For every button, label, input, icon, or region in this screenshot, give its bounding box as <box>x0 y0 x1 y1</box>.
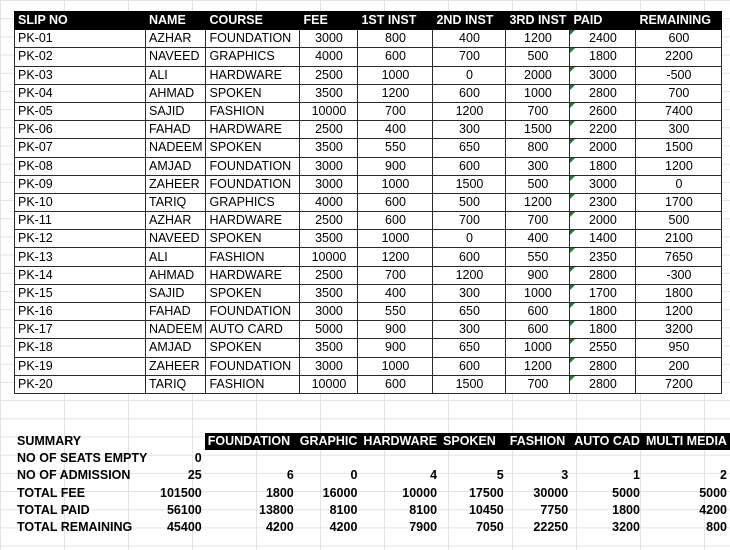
table-row <box>15 303 722 321</box>
cell-inst-3[interactable]: 600 <box>506 321 570 339</box>
cell-inst-1[interactable]: 700 <box>358 266 433 284</box>
summary-value[interactable]: 7050 <box>475 520 504 535</box>
cell-inst-2[interactable]: 300 <box>433 284 506 302</box>
cell-fee[interactable]: 4000 <box>300 193 358 211</box>
summary-value[interactable]: 6 <box>286 468 294 483</box>
cell-inst-1[interactable]: 800 <box>358 30 433 48</box>
cell-inst-2[interactable]: 700 <box>433 48 506 66</box>
summary-row-label[interactable]: NO OF SEATS EMPTY <box>17 451 148 466</box>
cell-paid[interactable]: 3000 <box>570 175 636 193</box>
cell-inst-1[interactable]: 600 <box>358 375 433 393</box>
summary-value[interactable]: 7750 <box>540 502 569 517</box>
cell-inst-3[interactable]: 700 <box>506 375 570 393</box>
table-row <box>15 139 722 157</box>
summary-value[interactable]: 4200 <box>265 520 294 535</box>
table-row <box>15 284 722 302</box>
cell-inst-2[interactable]: 500 <box>433 193 506 211</box>
cell-name[interactable]: AHMAD <box>146 266 206 284</box>
cell-fee[interactable]: 10000 <box>300 102 358 120</box>
column-header-inst-3[interactable]: 3RD INST <box>506 12 570 30</box>
cell-fee[interactable]: 3500 <box>300 339 358 357</box>
cell-slip-no[interactable]: PK-02 <box>15 48 146 66</box>
cell-inst-3[interactable]: 2000 <box>506 66 570 84</box>
summary-value[interactable] <box>440 450 507 467</box>
table-row <box>15 230 722 248</box>
cell-name[interactable]: SAJID <box>146 284 206 302</box>
summary-value[interactable]: 4200 <box>329 520 358 535</box>
cell-course[interactable]: SPOKEN <box>206 230 300 248</box>
cell-name[interactable]: ALI <box>146 66 206 84</box>
cell-fee[interactable]: 3500 <box>300 284 358 302</box>
cell-inst-1[interactable]: 700 <box>358 102 433 120</box>
cell-inst-1[interactable]: 1000 <box>358 66 433 84</box>
summary-row-label[interactable]: NO OF ADMISSION <box>17 468 131 483</box>
cell-slip-no[interactable]: PK-12 <box>15 230 146 248</box>
cell-remaining[interactable]: 1200 <box>636 303 722 321</box>
cell-fee[interactable]: 2500 <box>300 212 358 230</box>
cell-fee[interactable]: 4000 <box>300 48 358 66</box>
summary-value[interactable]: 4200 <box>699 502 727 517</box>
cell-course[interactable]: FASHION <box>206 248 300 266</box>
cell-name[interactable]: NADEEM <box>146 139 206 157</box>
summary-course-header[interactable]: GRAPHIC <box>297 433 361 450</box>
cell-paid[interactable]: 2800 <box>570 84 636 102</box>
cell-fee[interactable]: 2500 <box>300 66 358 84</box>
table-row <box>15 84 722 102</box>
summary-row-total[interactable]: 0 <box>194 451 202 466</box>
summary-row-total[interactable]: 45400 <box>166 520 202 535</box>
table-row <box>15 193 722 211</box>
summary-value[interactable]: 16000 <box>322 485 358 500</box>
cell-inst-2[interactable]: 1500 <box>433 375 506 393</box>
summary-value[interactable] <box>205 450 297 467</box>
summary-value[interactable]: 30000 <box>533 485 569 500</box>
summary-table <box>14 433 730 536</box>
summary-row <box>14 502 730 519</box>
cell-remaining[interactable]: -300 <box>636 266 722 284</box>
table-row <box>15 66 722 84</box>
column-header-name[interactable]: NAME <box>146 12 206 30</box>
cell-slip-no[interactable]: PK-11 <box>15 212 146 230</box>
cell-fee[interactable]: 3500 <box>300 139 358 157</box>
cell-inst-1[interactable]: 550 <box>358 139 433 157</box>
summary-row-total[interactable]: 101500 <box>160 485 202 500</box>
summary-value[interactable] <box>643 450 730 467</box>
summary-title: SUMMARY <box>17 434 82 449</box>
summary-row <box>14 519 730 536</box>
cell-inst-1[interactable]: 400 <box>358 121 433 139</box>
cell-slip-no[interactable]: PK-05 <box>15 102 146 120</box>
cell-fee[interactable]: 2500 <box>300 121 358 139</box>
summary-value[interactable]: 1800 <box>612 502 640 517</box>
cell-name[interactable]: FAHAD <box>146 121 206 139</box>
column-header-slip-no[interactable]: SLIP NO <box>15 12 146 30</box>
fee-table <box>14 11 722 394</box>
cell-inst-3[interactable]: 1000 <box>506 84 570 102</box>
cell-inst-3[interactable]: 400 <box>506 230 570 248</box>
cell-paid[interactable]: 2800 <box>570 266 636 284</box>
cell-remaining[interactable]: 2200 <box>636 48 722 66</box>
cell-inst-2[interactable]: 300 <box>433 121 506 139</box>
cell-remaining[interactable]: 3200 <box>636 321 722 339</box>
cell-course[interactable]: HARDWARE <box>206 121 300 139</box>
cell-fee[interactable]: 3000 <box>300 157 358 175</box>
cell-slip-no[interactable]: PK-19 <box>15 357 146 375</box>
cell-inst-3[interactable]: 1200 <box>506 193 570 211</box>
table-row <box>15 266 722 284</box>
cell-remaining[interactable]: 7200 <box>636 375 722 393</box>
cell-inst-1[interactable]: 600 <box>358 48 433 66</box>
cell-paid[interactable]: 2600 <box>570 102 636 120</box>
cell-course[interactable]: FOUNDATION <box>206 357 300 375</box>
summary-row-label[interactable]: TOTAL FEE <box>17 485 86 500</box>
cell-slip-no[interactable]: PK-15 <box>15 284 146 302</box>
cell-inst-3[interactable]: 800 <box>506 139 570 157</box>
cell-slip-no[interactable]: PK-14 <box>15 266 146 284</box>
cell-course[interactable]: HARDWARE <box>206 212 300 230</box>
cell-remaining[interactable]: 200 <box>636 357 722 375</box>
cell-fee[interactable]: 5000 <box>300 321 358 339</box>
cell-inst-2[interactable]: 1500 <box>433 175 506 193</box>
header-row <box>15 12 722 30</box>
summary-course-header[interactable]: HARDWARE <box>360 433 440 450</box>
cell-course[interactable]: FASHION <box>206 375 300 393</box>
cell-slip-no[interactable]: PK-07 <box>15 139 146 157</box>
summary-value[interactable]: 5000 <box>699 485 727 500</box>
cell-course[interactable]: SPOKEN <box>206 139 300 157</box>
table-row <box>15 248 722 266</box>
cell-paid[interactable]: 2350 <box>570 248 636 266</box>
cell-remaining[interactable]: 700 <box>636 84 722 102</box>
cell-name[interactable]: TARIQ <box>146 375 206 393</box>
cell-inst-3[interactable]: 500 <box>506 48 570 66</box>
cell-slip-no[interactable]: PK-13 <box>15 248 146 266</box>
cell-course[interactable]: SPOKEN <box>206 284 300 302</box>
table-row <box>15 321 722 339</box>
cell-name[interactable]: NAVEED <box>146 48 206 66</box>
cell-course[interactable]: FOUNDATION <box>206 30 300 48</box>
table-row <box>15 212 722 230</box>
table-row <box>15 175 722 193</box>
cell-remaining[interactable]: 1200 <box>636 157 722 175</box>
cell-name[interactable]: AMJAD <box>146 157 206 175</box>
cell-fee[interactable]: 3000 <box>300 175 358 193</box>
summary-row-total[interactable]: 56100 <box>166 502 202 517</box>
summary-value[interactable]: 8100 <box>329 502 358 517</box>
table-row <box>15 375 722 393</box>
cell-inst-3[interactable]: 300 <box>506 157 570 175</box>
cell-remaining[interactable]: 1800 <box>636 284 722 302</box>
cell-inst-2[interactable]: 0 <box>433 230 506 248</box>
cell-slip-no[interactable]: PK-09 <box>15 175 146 193</box>
summary-value[interactable] <box>507 450 571 467</box>
summary-row <box>14 450 730 467</box>
cell-remaining[interactable]: 500 <box>636 212 722 230</box>
summary-value[interactable]: 8100 <box>409 502 438 517</box>
cell-inst-2[interactable]: 600 <box>433 157 506 175</box>
cell-inst-2[interactable]: 1200 <box>433 266 506 284</box>
cell-paid[interactable]: 2800 <box>570 375 636 393</box>
cell-course[interactable]: AUTO CARD <box>206 321 300 339</box>
cell-course[interactable]: FOUNDATION <box>206 157 300 175</box>
cell-paid[interactable]: 1800 <box>570 303 636 321</box>
summary-course-header[interactable]: FOUNDATION <box>205 433 297 450</box>
table-row <box>15 357 722 375</box>
cell-paid[interactable]: 1400 <box>570 230 636 248</box>
cell-inst-1[interactable]: 900 <box>358 321 433 339</box>
summary-header-row <box>14 433 730 450</box>
summary-value[interactable]: 5 <box>496 468 504 483</box>
cell-inst-3[interactable]: 550 <box>506 248 570 266</box>
summary-row-label[interactable]: TOTAL REMAINING <box>17 520 133 535</box>
cell-paid[interactable]: 3000 <box>570 66 636 84</box>
cell-inst-3[interactable]: 500 <box>506 175 570 193</box>
cell-remaining[interactable]: 1700 <box>636 193 722 211</box>
cell-remaining[interactable]: 600 <box>636 30 722 48</box>
cell-remaining[interactable]: 2100 <box>636 230 722 248</box>
summary-row <box>14 485 730 502</box>
cell-slip-no[interactable]: PK-06 <box>15 121 146 139</box>
cell-remaining[interactable]: 7400 <box>636 102 722 120</box>
cell-name[interactable]: NAVEED <box>146 230 206 248</box>
table-row <box>15 157 722 175</box>
cell-remaining[interactable]: 950 <box>636 339 722 357</box>
summary-course-header[interactable]: AUTO CAD <box>571 433 643 450</box>
cell-fee[interactable]: 10000 <box>300 375 358 393</box>
summary-course-header[interactable]: MULTI MEDIA <box>643 433 730 450</box>
cell-course[interactable]: SPOKEN <box>206 339 300 357</box>
cell-name[interactable]: FAHAD <box>146 303 206 321</box>
cell-course[interactable]: GRAPHICS <box>206 193 300 211</box>
cell-name[interactable]: ZAHEER <box>146 175 206 193</box>
cell-name[interactable]: SAJID <box>146 102 206 120</box>
cell-slip-no[interactable]: PK-10 <box>15 193 146 211</box>
cell-name[interactable]: TARIQ <box>146 193 206 211</box>
cell-paid[interactable]: 1800 <box>570 321 636 339</box>
summary-row <box>14 467 730 484</box>
table-row <box>15 30 722 48</box>
cell-course[interactable]: SPOKEN <box>206 84 300 102</box>
cell-slip-no[interactable]: PK-04 <box>15 84 146 102</box>
table-row <box>15 121 722 139</box>
cell-slip-no[interactable]: PK-01 <box>15 30 146 48</box>
cell-fee[interactable]: 3000 <box>300 30 358 48</box>
cell-name[interactable]: AHMAD <box>146 84 206 102</box>
summary-value[interactable]: 1 <box>632 468 640 483</box>
cell-inst-2[interactable]: 650 <box>433 139 506 157</box>
cell-remaining[interactable]: 1500 <box>636 139 722 157</box>
column-header-course[interactable]: COURSE <box>206 12 300 30</box>
summary-value[interactable]: 3 <box>561 468 569 483</box>
cell-fee[interactable]: 3500 <box>300 84 358 102</box>
summary-value[interactable]: 17500 <box>468 485 504 500</box>
cell-inst-3[interactable]: 700 <box>506 212 570 230</box>
cell-name[interactable]: AMJAD <box>146 339 206 357</box>
cell-slip-no[interactable]: PK-17 <box>15 321 146 339</box>
cell-fee[interactable]: 2500 <box>300 266 358 284</box>
cell-inst-3[interactable]: 900 <box>506 266 570 284</box>
column-header-inst-1[interactable]: 1ST INST <box>358 12 433 30</box>
cell-inst-2[interactable]: 600 <box>433 84 506 102</box>
cell-inst-3[interactable]: 1000 <box>506 284 570 302</box>
cell-paid[interactable]: 2400 <box>570 30 636 48</box>
table-row <box>15 48 722 66</box>
cell-paid[interactable]: 2200 <box>570 121 636 139</box>
cell-slip-no[interactable]: PK-20 <box>15 375 146 393</box>
cell-inst-3[interactable]: 1200 <box>506 30 570 48</box>
column-header-remaining[interactable]: REMAINING <box>636 12 722 30</box>
cell-course[interactable]: HARDWARE <box>206 266 300 284</box>
cell-inst-3[interactable]: 1000 <box>506 339 570 357</box>
cell-name[interactable]: NADEEM <box>146 321 206 339</box>
table-row <box>15 339 722 357</box>
summary-value[interactable]: 2 <box>720 468 727 483</box>
cell-course[interactable]: FOUNDATION <box>206 175 300 193</box>
cell-paid[interactable]: 1800 <box>570 48 636 66</box>
cell-inst-1[interactable]: 1000 <box>358 357 433 375</box>
cell-paid[interactable]: 1700 <box>570 284 636 302</box>
cell-inst-1[interactable]: 900 <box>358 339 433 357</box>
cell-fee[interactable]: 3000 <box>300 357 358 375</box>
cell-paid[interactable]: 2300 <box>570 193 636 211</box>
cell-inst-1[interactable]: 600 <box>358 212 433 230</box>
cell-remaining[interactable]: 300 <box>636 121 722 139</box>
summary-blank <box>150 433 204 450</box>
cell-inst-1[interactable]: 1000 <box>358 175 433 193</box>
summary-value[interactable]: 10450 <box>468 502 504 517</box>
summary-value[interactable]: 3200 <box>612 520 640 535</box>
summary-course-header[interactable]: SPOKEN <box>440 433 507 450</box>
cell-inst-3[interactable]: 1500 <box>506 121 570 139</box>
summary-value[interactable]: 800 <box>706 520 727 535</box>
cell-remaining[interactable]: 7650 <box>636 248 722 266</box>
cell-inst-2[interactable]: 600 <box>433 248 506 266</box>
cell-fee[interactable]: 3500 <box>300 230 358 248</box>
cell-name[interactable]: ZAHEER <box>146 357 206 375</box>
cell-inst-1[interactable]: 600 <box>358 193 433 211</box>
column-header-paid[interactable]: PAID <box>570 12 636 30</box>
summary-course-header[interactable]: FASHION <box>507 433 571 450</box>
column-header-inst-2[interactable]: 2ND INST <box>433 12 506 30</box>
cell-inst-3[interactable]: 700 <box>506 102 570 120</box>
cell-course[interactable]: HARDWARE <box>206 66 300 84</box>
cell-remaining[interactable]: -500 <box>636 66 722 84</box>
cell-inst-2[interactable]: 400 <box>433 30 506 48</box>
cell-name[interactable]: AZHAR <box>146 212 206 230</box>
cell-inst-1[interactable]: 1200 <box>358 248 433 266</box>
summary-value[interactable]: 22250 <box>533 520 569 535</box>
summary-value[interactable]: 13800 <box>259 502 294 517</box>
cell-fee[interactable]: 10000 <box>300 248 358 266</box>
summary-value[interactable] <box>297 450 361 467</box>
cell-inst-2[interactable]: 700 <box>433 212 506 230</box>
cell-slip-no[interactable]: PK-16 <box>15 303 146 321</box>
cell-inst-2[interactable]: 1200 <box>433 102 506 120</box>
cell-fee[interactable]: 3000 <box>300 303 358 321</box>
summary-value[interactable]: 10000 <box>402 485 438 500</box>
column-header-fee[interactable]: FEE <box>300 12 358 30</box>
cell-inst-2[interactable]: 0 <box>433 66 506 84</box>
cell-paid[interactable]: 1800 <box>570 157 636 175</box>
cell-inst-1[interactable]: 1000 <box>358 230 433 248</box>
cell-slip-no[interactable]: PK-08 <box>15 157 146 175</box>
cell-slip-no[interactable]: PK-03 <box>15 66 146 84</box>
cell-course[interactable]: GRAPHICS <box>206 48 300 66</box>
cell-paid[interactable]: 2800 <box>570 357 636 375</box>
cell-course[interactable]: FOUNDATION <box>206 303 300 321</box>
summary-value[interactable]: 4 <box>430 468 438 483</box>
summary-value[interactable]: 7900 <box>409 520 438 535</box>
summary-value[interactable]: 1800 <box>265 485 294 500</box>
summary-value[interactable] <box>571 450 643 467</box>
cell-inst-1[interactable]: 900 <box>358 157 433 175</box>
cell-inst-2[interactable]: 300 <box>433 321 506 339</box>
cell-paid[interactable]: 2000 <box>570 212 636 230</box>
cell-remaining[interactable]: 0 <box>636 175 722 193</box>
summary-row-label[interactable]: TOTAL PAID <box>17 502 90 517</box>
cell-paid[interactable]: 2000 <box>570 139 636 157</box>
cell-inst-1[interactable]: 1200 <box>358 84 433 102</box>
cell-paid[interactable]: 2550 <box>570 339 636 357</box>
cell-inst-3[interactable]: 1200 <box>506 357 570 375</box>
summary-value[interactable] <box>360 450 440 467</box>
cell-name[interactable]: AZHAR <box>146 30 206 48</box>
cell-inst-2[interactable]: 650 <box>433 303 506 321</box>
summary-value[interactable]: 5000 <box>612 485 640 500</box>
cell-inst-1[interactable]: 550 <box>358 303 433 321</box>
summary-row-total[interactable]: 25 <box>187 468 202 483</box>
cell-slip-no[interactable]: PK-18 <box>15 339 146 357</box>
cell-inst-2[interactable]: 600 <box>433 357 506 375</box>
cell-course[interactable]: FASHION <box>206 102 300 120</box>
cell-name[interactable]: ALI <box>146 248 206 266</box>
cell-inst-3[interactable]: 600 <box>506 303 570 321</box>
cell-inst-1[interactable]: 400 <box>358 284 433 302</box>
table-row <box>15 102 722 120</box>
summary-value[interactable]: 0 <box>350 468 358 483</box>
cell-inst-2[interactable]: 650 <box>433 339 506 357</box>
